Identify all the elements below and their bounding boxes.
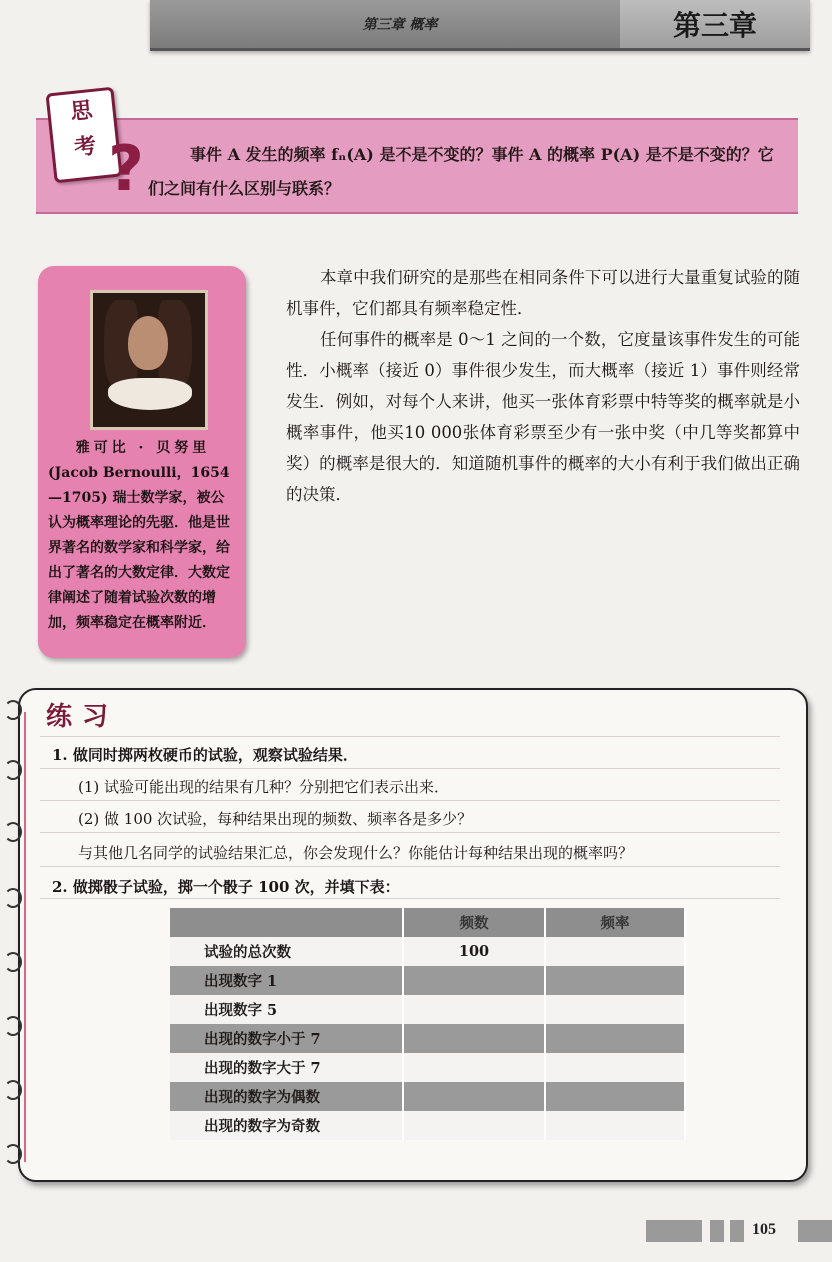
frequency-cell: 100 bbox=[403, 937, 545, 966]
frequency-cell bbox=[403, 966, 545, 995]
table-header-cell bbox=[170, 908, 403, 937]
rate-cell bbox=[545, 1111, 685, 1140]
frequency-cell bbox=[403, 1111, 545, 1140]
exercise-title: 练习 bbox=[46, 702, 119, 732]
ruled-line bbox=[40, 898, 780, 899]
table-header-cell: 频数 bbox=[403, 908, 545, 937]
table-row bbox=[170, 1082, 685, 1111]
frequency-cell bbox=[403, 1053, 545, 1082]
table-row bbox=[170, 966, 685, 995]
table-row bbox=[170, 1053, 685, 1082]
think-badge-top: 思 bbox=[69, 97, 94, 126]
main-paragraph-2: 任何事件的概率是 0～1 之间的一个数，它度量该事件发生的可能性．小概率（接近 0）事件很少发生，而大概率（接近 1）事件则经常发生．例如，对每个人来讲，他买一张体育彩票中特等奖的概率就是小概率事件，他买10 000张体育彩票至少有一张中奖（中几等奖都算中奖）的概率是很大的．知道随机事件的概率的大小有利于我们做出正确的决策． bbox=[286, 330, 800, 504]
frequency-cell bbox=[403, 1024, 545, 1053]
ruled-line bbox=[40, 800, 780, 801]
exercise-q1-c: 与其他几名同学的试验结果汇总，你会发现什么？你能估计每种结果出现的概率吗？ bbox=[78, 844, 634, 862]
portrait-collar bbox=[108, 378, 192, 410]
binder-ring-icon bbox=[4, 888, 22, 908]
ruled-line bbox=[40, 736, 780, 737]
binder-ring-icon bbox=[4, 1144, 22, 1164]
rate-cell bbox=[545, 1024, 685, 1053]
think-badge-bottom: 考 bbox=[72, 132, 98, 162]
binder-ring-icon bbox=[4, 952, 22, 972]
exercise-q2: 2. 做掷骰子试验，掷一个骰子 100 次，并填下表： bbox=[52, 878, 400, 896]
rate-cell bbox=[545, 995, 685, 1024]
portrait-caption bbox=[48, 436, 238, 636]
footer-decoration bbox=[798, 1220, 832, 1242]
ruled-line bbox=[40, 866, 780, 867]
exercise-q1-a: (1) 试验可能出现的结果有几种？分别把它们表示出来． bbox=[78, 778, 450, 796]
margin-line bbox=[24, 712, 26, 1162]
rate-cell bbox=[545, 1053, 685, 1082]
running-title: 第三章 概率 bbox=[362, 17, 438, 33]
row-label: 出现的数字小于 7 bbox=[170, 1024, 403, 1053]
table-header-row bbox=[170, 908, 685, 937]
table-row bbox=[170, 937, 685, 966]
row-label: 出现数字 1 bbox=[170, 966, 403, 995]
binder-ring-icon bbox=[4, 1016, 22, 1036]
portrait-face bbox=[128, 316, 168, 370]
rate-cell bbox=[545, 966, 685, 995]
chapter-label: 第三章 bbox=[672, 9, 757, 42]
row-label: 出现的数字大于 7 bbox=[170, 1053, 403, 1082]
dice-table bbox=[170, 908, 686, 1140]
binder-ring-icon bbox=[4, 700, 22, 720]
table-row bbox=[170, 1111, 685, 1140]
exercise-q1-b: (2) 做 100 次试验，每种结果出现的频数、频率各是多少？ bbox=[78, 810, 473, 828]
binder-ring-icon bbox=[4, 822, 22, 842]
rate-cell bbox=[545, 1082, 685, 1111]
table-row bbox=[170, 995, 685, 1024]
main-paragraph-1: 本章中我们研究的是那些在相同条件下可以进行大量重复试验的随机事件，它们都具有频率稳定性． bbox=[286, 268, 800, 318]
row-label: 出现的数字为奇数 bbox=[170, 1111, 403, 1140]
frequency-cell bbox=[403, 1082, 545, 1111]
rate-cell bbox=[545, 937, 685, 966]
row-label: 出现的数字为偶数 bbox=[170, 1082, 403, 1111]
question-mark-icon: ? bbox=[108, 132, 144, 205]
footer-decoration bbox=[730, 1220, 744, 1242]
portrait-name: 雅可比 · 贝努里 bbox=[75, 440, 211, 456]
row-label: 出现数字 5 bbox=[170, 995, 403, 1024]
footer-decoration bbox=[710, 1220, 724, 1242]
table-row bbox=[170, 1024, 685, 1053]
footer-decoration bbox=[646, 1220, 702, 1242]
ruled-line bbox=[40, 832, 780, 833]
think-question: 事件 A 发生的频率 fₙ(A) 是不是不变的？事件 A 的概率 P(A) 是不是不变的？它们之间有什么区别与联系？ bbox=[148, 145, 774, 198]
binder-ring-icon bbox=[4, 760, 22, 780]
binder-ring-icon bbox=[4, 1080, 22, 1100]
frequency-cell bbox=[403, 995, 545, 1024]
row-label: 试验的总次数 bbox=[170, 937, 403, 966]
exercise-q1: 1. 做同时掷两枚硬币的试验，观察试验结果． bbox=[52, 746, 358, 764]
portrait-bio: (Jacob Bernoulli，1654—1705) 瑞士数学家，被公认为概率理论的先驱．他是世界著名的数学家和科学家，给出了著名的大数定律．大数定律阐述了随着试验次数的增加，频率稳定在概率附近． bbox=[48, 465, 230, 631]
page-number: 105 bbox=[752, 1221, 776, 1238]
ruled-line bbox=[40, 768, 780, 769]
table-header-cell: 频率 bbox=[545, 908, 685, 937]
